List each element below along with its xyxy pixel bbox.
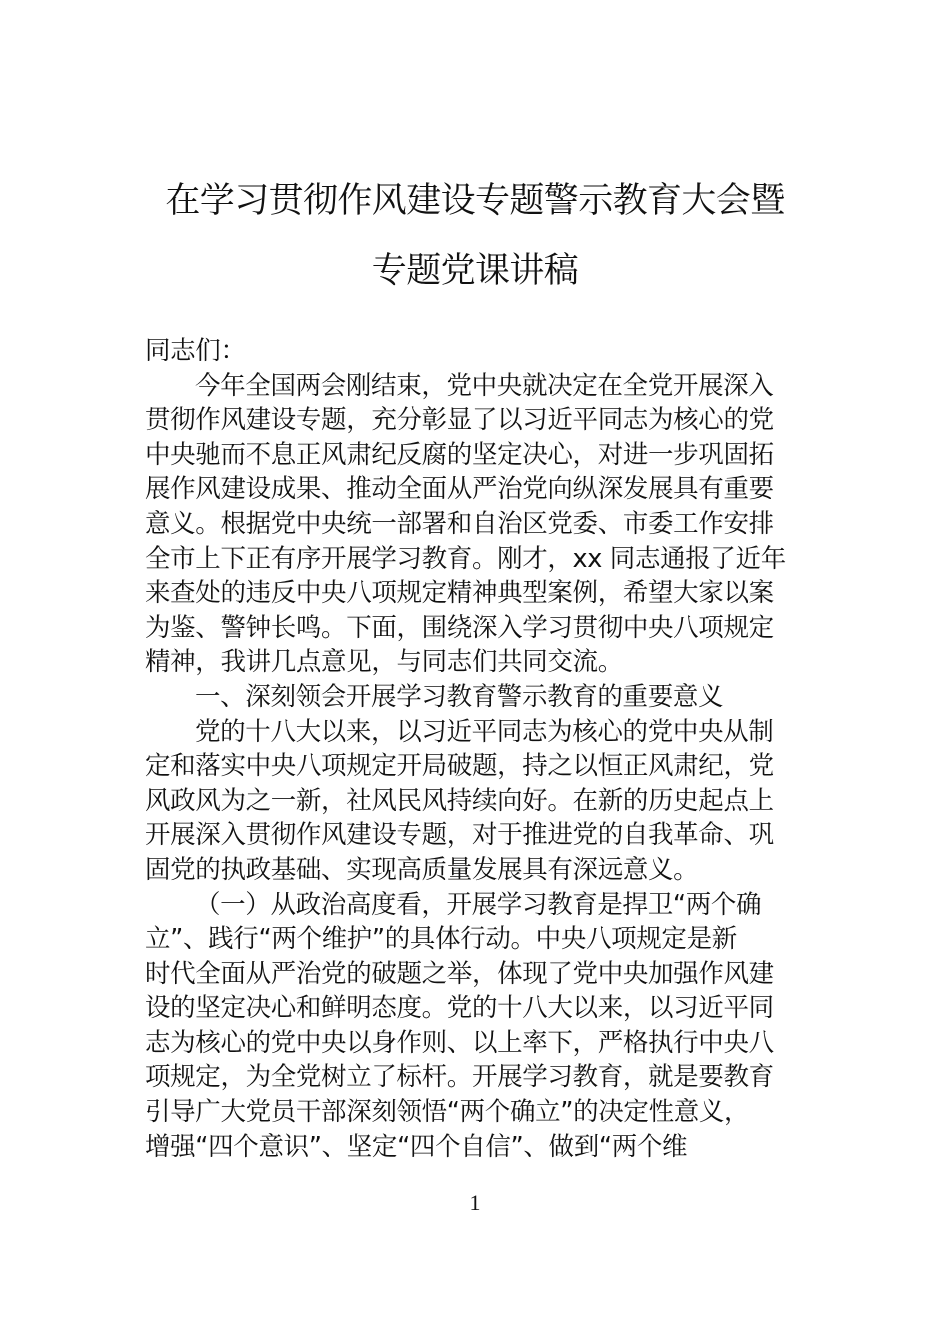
paragraph-line: 今年全国两会刚结束，党中央就决定在全党开展深入	[195, 370, 774, 401]
paragraph-line: 时代全面从严治党的破题之举，体现了党中央加强作风建	[145, 958, 774, 989]
paragraph-line: 风政风为之一新，社风民风持续向好。在新的历史起点上	[145, 785, 774, 816]
page-number: 1	[469, 1190, 481, 1215]
paragraph-line: 为鉴、警钟长鸣。下面，围绕深入学习贯彻中央八项规定	[145, 612, 774, 643]
paragraph-line: 中央驰而不息正风肃纪反腐的坚定决心，对进一步巩固拓	[145, 439, 774, 470]
paragraph-line: 全市上下正有序开展学习教育。刚才，xx 同志通报了近年	[145, 543, 786, 574]
document-body	[145, 334, 810, 1164]
paragraph-line: 增强“四个意识”、坚定“四个自信”、做到“两个维	[145, 1131, 688, 1162]
subsection-line: （一）从政治高度看，开展学习教育是捍卫“两个确	[195, 889, 762, 920]
paragraph-line: 展作风建设成果、推动全面从严治党向纵深发展具有重要	[145, 474, 774, 505]
paragraph-line: 贯彻作风建设专题，充分彰显了以习近平同志为核心的党	[145, 405, 774, 436]
paragraph-line: 立”、践行“两个维护”的具体行动。中央八项规定是新	[145, 924, 737, 955]
paragraph-line: 引导广大党员干部深刻领悟“两个确立”的决定性意义，	[145, 1097, 750, 1128]
paragraph-line: 党的十八大以来，以习近平同志为核心的党中央从制	[195, 716, 774, 747]
paragraph-line: 定和落实中央八项规定开局破题，持之以恒正风肃纪，党	[145, 751, 774, 782]
paragraph-line: 志为核心的党中央以身作则、以上率下，严格执行中央八	[145, 1027, 774, 1058]
paragraph-line: 开展深入贯彻作风建设专题，对于推进党的自我革命、巩	[145, 820, 774, 851]
paragraph-line: 精神，我讲几点意见，与同志们共同交流。	[145, 647, 623, 678]
paragraph-line: 项规定，为全党树立了标杆。开展学习教育，就是要教育	[145, 1062, 774, 1093]
paragraph-line: 意义。根据党中央统一部署和自治区党委、市委工作安排	[145, 508, 774, 539]
salutation: 同志们：	[145, 336, 246, 366]
paragraph-line: 固党的执政基础、实现高质量发展具有深远意义。	[145, 854, 699, 885]
document-title-line-2: 专题党课讲稿	[371, 251, 579, 291]
paragraph-line: 来查处的违反中央八项规定精神典型案例，希望大家以案	[145, 578, 774, 609]
document-title-line-1: 在学习贯彻作风建设专题警示教育大会暨	[165, 181, 785, 221]
paragraph-line: 设的坚定决心和鲜明态度。党的十八大以来，以习近平同	[145, 993, 774, 1024]
section-heading: 一、深刻领会开展学习教育警示教育的重要意义	[195, 681, 724, 712]
